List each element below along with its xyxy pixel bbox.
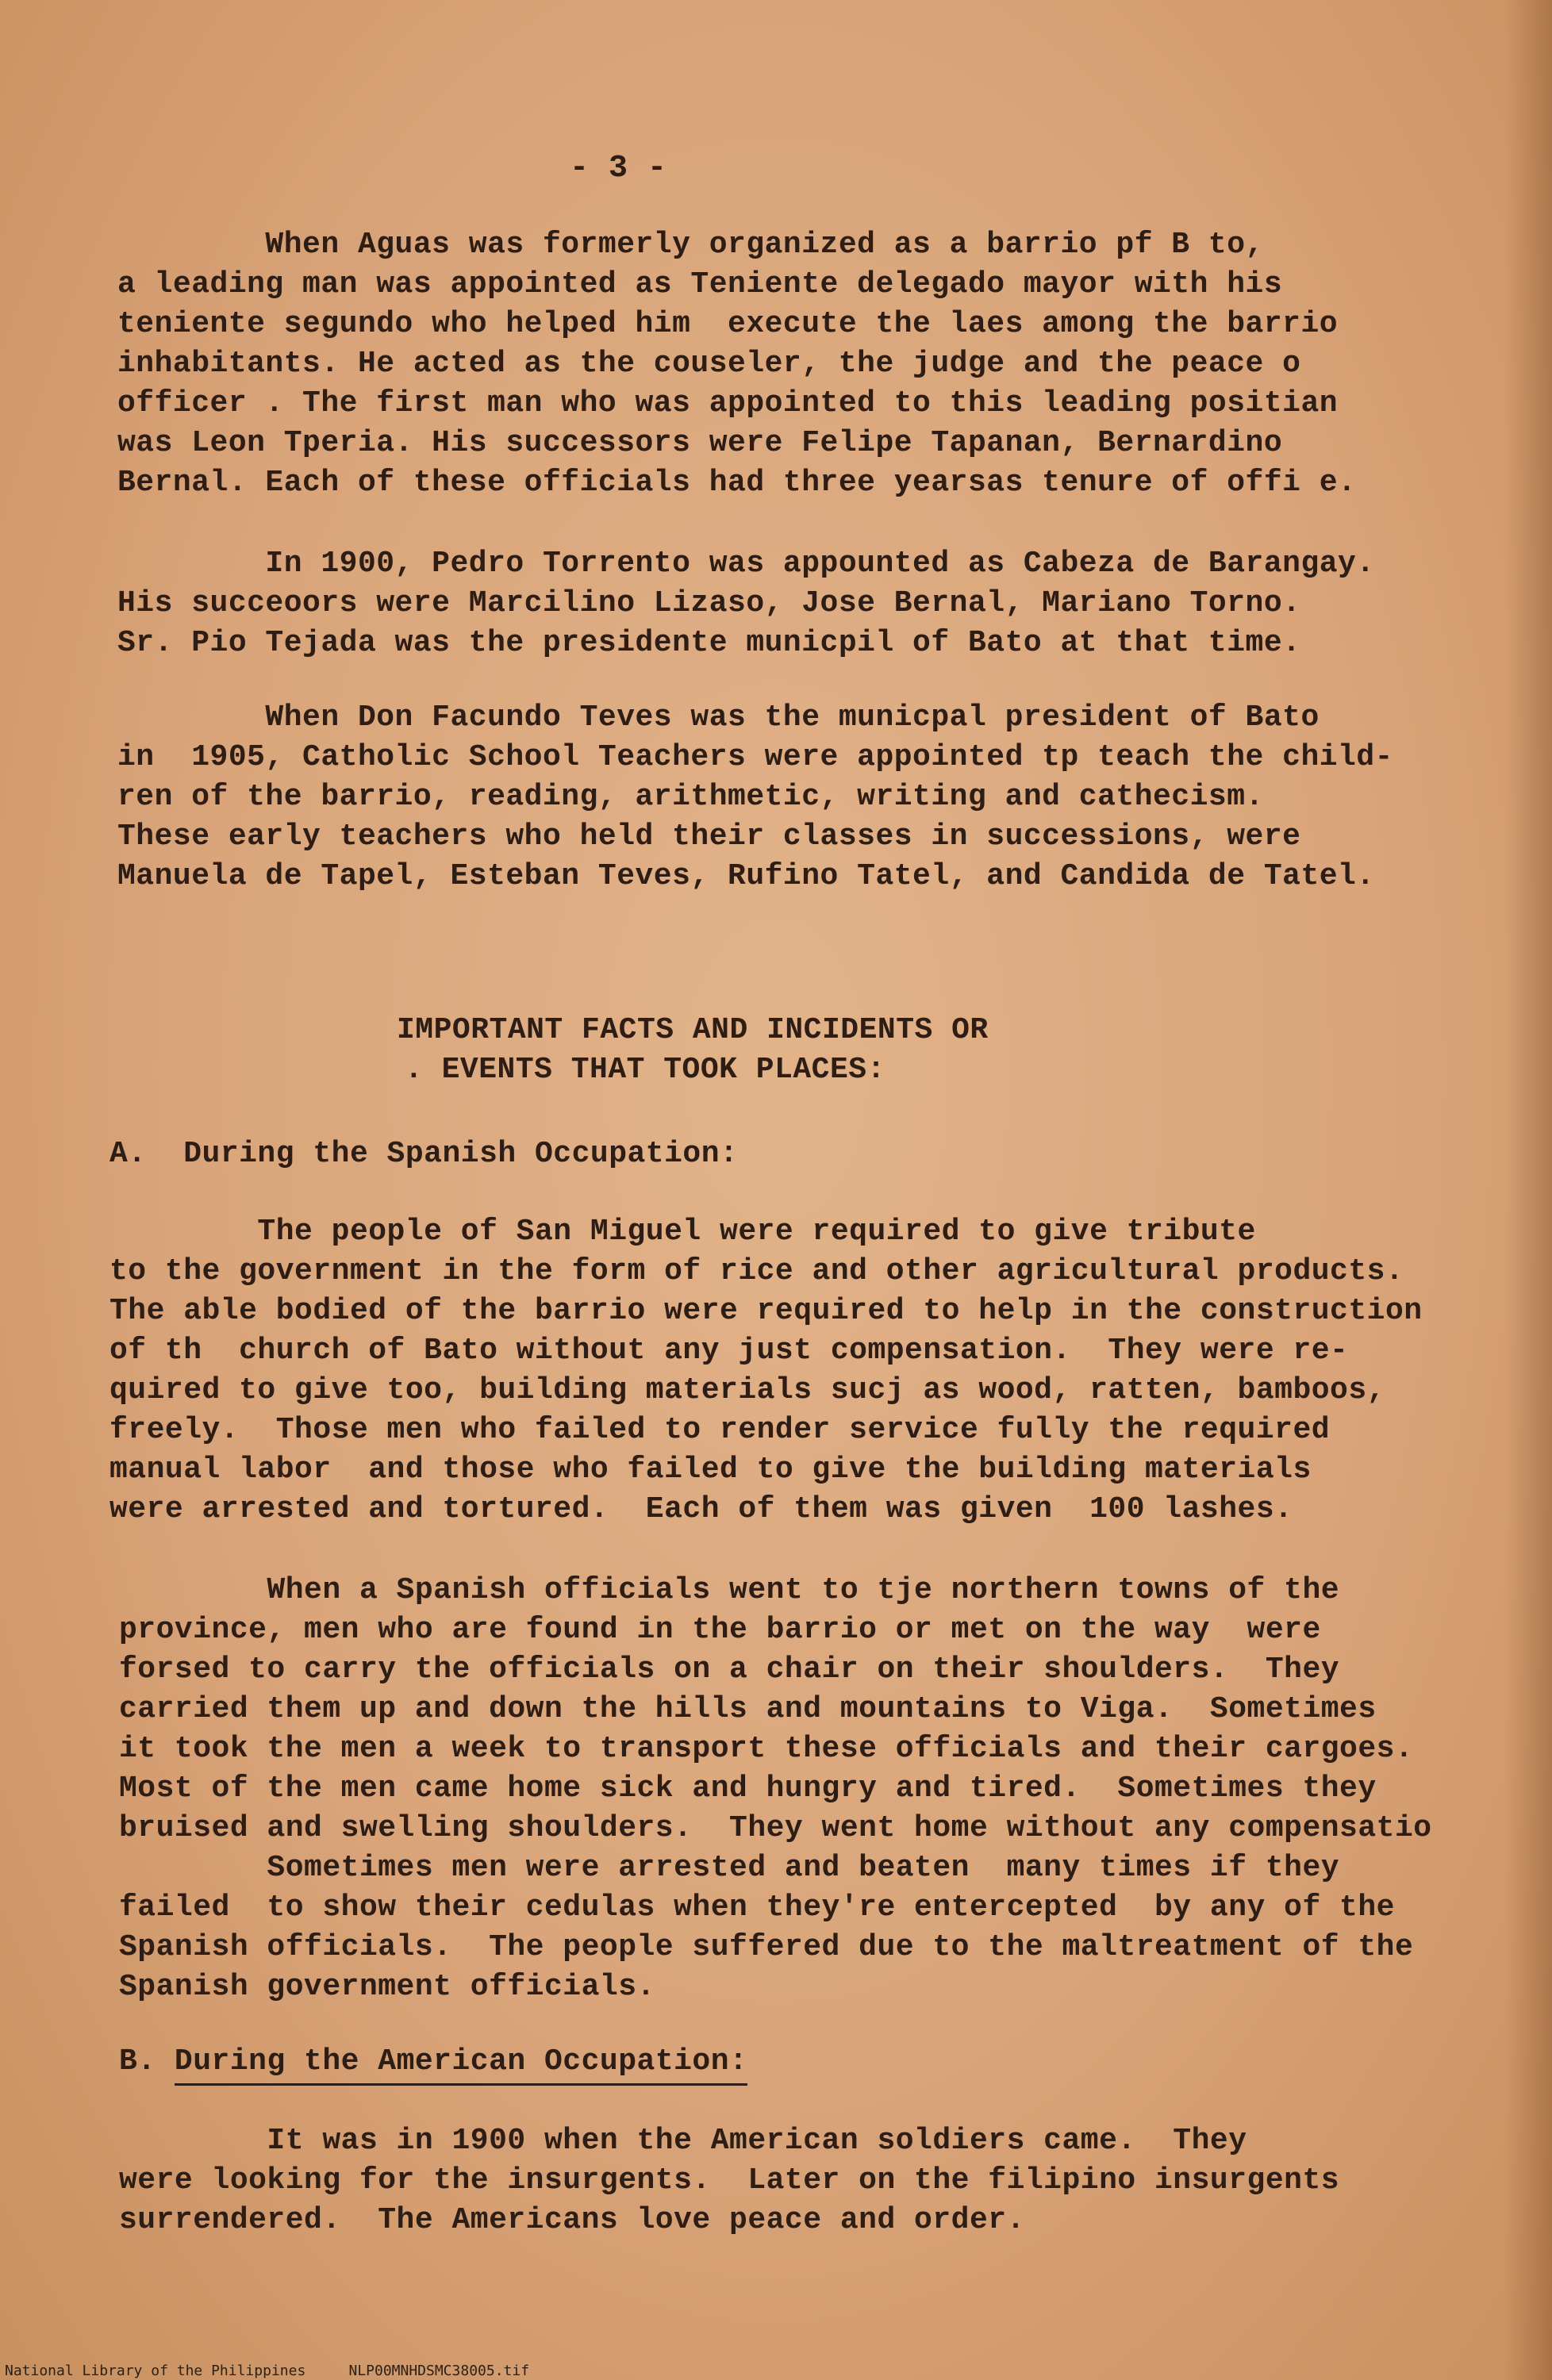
text-line: Spanish officials. The people suffered due to the maltreatment of the xyxy=(119,1930,1414,1964)
subheading-spanish-occupation: A. During the Spanish Occupation: xyxy=(109,1137,739,1171)
page-edge-shadow xyxy=(1504,0,1552,2380)
section-heading xyxy=(397,1011,1111,1090)
text-line: These early teachers who held their classes in successions, were xyxy=(117,820,1301,854)
text-line: were looking for the insurgents. Later on the filipino insurgents xyxy=(119,2163,1340,2198)
text-line: in 1905, Catholic School Teachers were appointed tp teach the child- xyxy=(117,740,1393,774)
text-line: province, men who are found in the barrio or met on the way were xyxy=(119,1613,1321,1647)
text-line: quired to give too, building materials sucj as wood, ratten, bamboos, xyxy=(109,1373,1385,1407)
text-line: forsed to carry the officials on a chair on their shoulders. They xyxy=(119,1653,1340,1687)
text-line: It was in 1900 when the American soldiers came. They xyxy=(119,2124,1247,2158)
text-line: When a Spanish officials went to tje northern towns of the xyxy=(119,1573,1340,1607)
text-line: The able bodied of the barrio were required to help in the construction xyxy=(109,1294,1423,1328)
paragraph-school-teachers xyxy=(117,698,1490,896)
paragraph-cabeza-de-barangay xyxy=(117,544,1466,663)
text-line: Most of the men came home sick and hungry and tired. Sometimes they xyxy=(119,1772,1377,1806)
text-line: were arrested and tortured. Each of them was given 100 lashes. xyxy=(109,1492,1293,1526)
text-line: to the government in the form of rice and other agricultural products. xyxy=(109,1254,1404,1288)
text-line: Manuela de Tapel, Esteban Teves, Rufino Tatel, and Candida de Tatel. xyxy=(117,859,1375,893)
subheading-underlined: During the American Occupation: xyxy=(175,2044,747,2086)
text-line: When Don Facundo Teves was the municpal president of Bato xyxy=(117,701,1320,735)
paragraph-american-soldiers xyxy=(119,2121,1516,2240)
text-line: failed to show their cedulas when they're entercepted by any of the xyxy=(119,1891,1395,1925)
paragraph-tribute xyxy=(109,1212,1506,1530)
subheading-american-occupation xyxy=(119,2042,747,2082)
text-line: Bernal. Each of these officials had three yearsas tenure of offi e. xyxy=(117,466,1357,500)
page-number: - 3 - xyxy=(570,151,667,186)
text-line: a leading man was appointed as Teniente delegado mayor with his xyxy=(117,267,1283,301)
text-line: was Leon Tperia. His successors were Felipe Tapanan, Bernardino xyxy=(117,426,1283,460)
text-line: surrendered. The Americans love peace and order. xyxy=(119,2203,1025,2237)
text-line: inhabitants. He acted as the couseler, the judge and the peace o xyxy=(117,347,1301,381)
heading-line: . EVENTS THAT TOOK PLACES: xyxy=(405,1053,885,1087)
paragraph-spanish-officials xyxy=(119,1571,1531,2007)
text-line: carried them up and down the hills and mountains to Viga. Sometimes xyxy=(119,1692,1377,1726)
text-line: manual labor and those who failed to give the building materials xyxy=(109,1453,1312,1487)
heading-line: IMPORTANT FACTS AND INCIDENTS OR xyxy=(397,1013,989,1047)
text-line: it took the men a week to transport these officials and their cargoes. xyxy=(119,1732,1414,1766)
text-line: When Aguas was formerly organized as a barrio pf B to, xyxy=(117,228,1264,262)
paragraph-barrio-organization xyxy=(117,225,1466,503)
text-line: His succeoors were Marcilino Lizaso, Jose Bernal, Mariano Torno. xyxy=(117,586,1301,620)
text-line: freely. Those men who failed to render service fully the required xyxy=(109,1413,1331,1447)
text-line: teniente segundo who helped him execute the laes among the barrio xyxy=(117,307,1339,341)
text-line: officer . The first man who was appointed to this leading positian xyxy=(117,386,1339,420)
text-line: Sr. Pio Tejada was the presidente municpil of Bato at that time. xyxy=(117,626,1301,660)
text-line: bruised and swelling shoulders. They went home without any compensatio xyxy=(119,1811,1432,1845)
text-line: Spanish government officials. xyxy=(119,1970,655,2004)
text-line: Sometimes men were arrested and beaten many times if they xyxy=(119,1851,1340,1885)
text-line: The people of San Miguel were required to give tribute xyxy=(109,1215,1256,1249)
archive-footer: National Library of the Philippines NLP00MNHDSMC38005.tif xyxy=(5,2363,530,2379)
text-line: In 1900, Pedro Torrento was appounted as Cabeza de Barangay. xyxy=(117,547,1375,581)
text-line: of th church of Bato without any just compensation. They were re- xyxy=(109,1334,1349,1368)
subheading-prefix: B. xyxy=(119,2044,175,2079)
text-line: ren of the barrio, reading, arithmetic, writing and cathecism. xyxy=(117,780,1264,814)
